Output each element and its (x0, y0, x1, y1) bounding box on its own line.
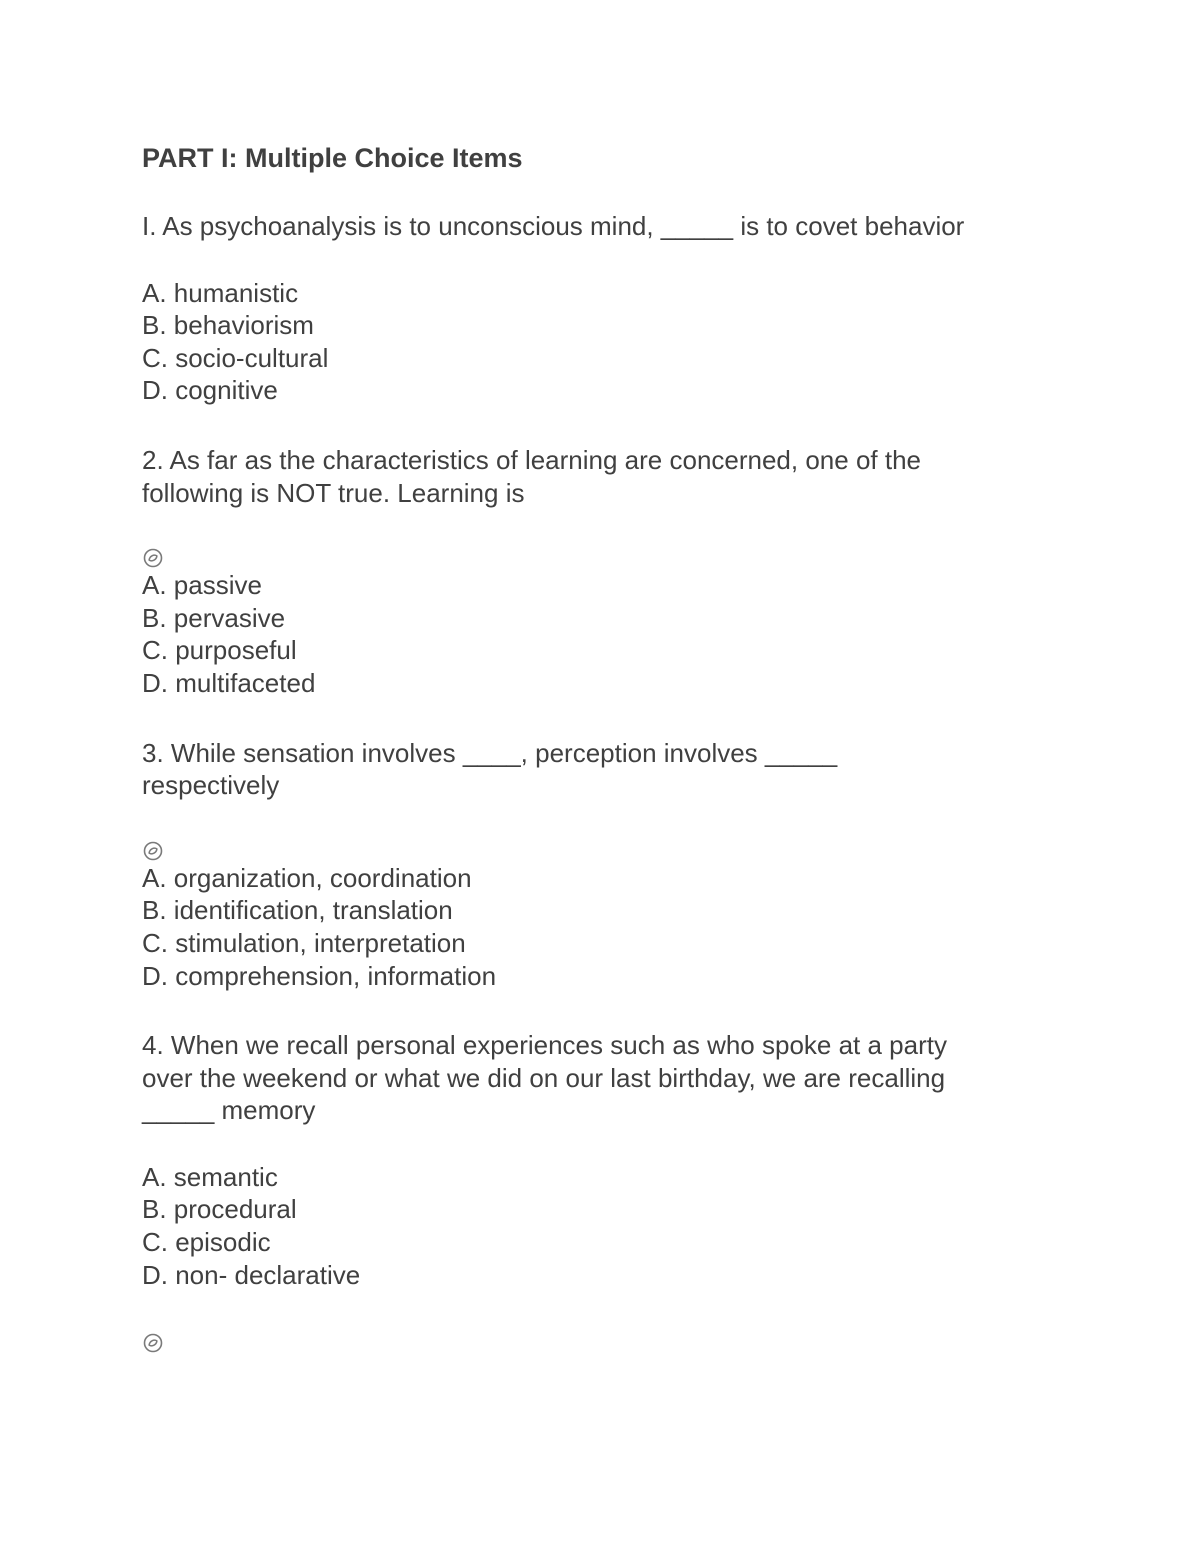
question-2 (142, 444, 1102, 509)
question-text-line: _____ memory (142, 1095, 316, 1126)
option-b: B. procedural (142, 1194, 297, 1225)
options-2 (142, 569, 1102, 699)
option-d: D. multifaceted (142, 667, 316, 698)
option-c: C. socio-cultural (142, 342, 329, 373)
option-b: B. identification, translation (142, 895, 453, 926)
question-4 (142, 1029, 1102, 1127)
option-b: B. pervasive (142, 602, 286, 633)
option-c: C. stimulation, interpretation (142, 927, 466, 958)
question-text-line: following is NOT true. Learning is (142, 477, 525, 508)
option-d: D. comprehension, information (142, 960, 497, 991)
question-text-line: 2. As far as the characteristics of learning are concerned, one of the (142, 444, 921, 475)
option-a: A. humanistic (142, 277, 299, 308)
option-c: C. purposeful (142, 635, 297, 666)
option-d: D. non- declarative (142, 1259, 361, 1290)
question-1 (142, 210, 1102, 243)
option-d: D. cognitive (142, 375, 278, 406)
option-a: A. semantic (142, 1161, 278, 1192)
option-b: B. behaviorism (142, 310, 314, 341)
document-page (142, 140, 1102, 1353)
option-a: A. organization, coordination (142, 862, 472, 893)
page-heading: PART I: Multiple Choice Items (142, 143, 523, 173)
option-a: A. passive (142, 570, 262, 601)
question-text-line: 3. While sensation involves ____, perception involves _____ (142, 737, 838, 768)
option-c: C. episodic (142, 1227, 271, 1258)
question-text-line: respectively (142, 770, 280, 801)
options-4 (142, 1161, 1102, 1291)
options-1 (142, 277, 1102, 407)
circled-arrow-icon (143, 1333, 163, 1353)
question-text-line: I. As psychoanalysis is to unconscious mind, _____ is to covet behavior (142, 211, 965, 241)
question-3 (142, 737, 1102, 802)
circled-arrow-icon (143, 841, 163, 861)
options-3 (142, 862, 1102, 992)
question-text-line: 4. When we recall personal experiences such as who spoke at a party (142, 1030, 947, 1061)
circled-arrow-icon (143, 548, 163, 568)
question-text-line: over the weekend or what we did on our last birthday, we are recalling (142, 1062, 946, 1093)
